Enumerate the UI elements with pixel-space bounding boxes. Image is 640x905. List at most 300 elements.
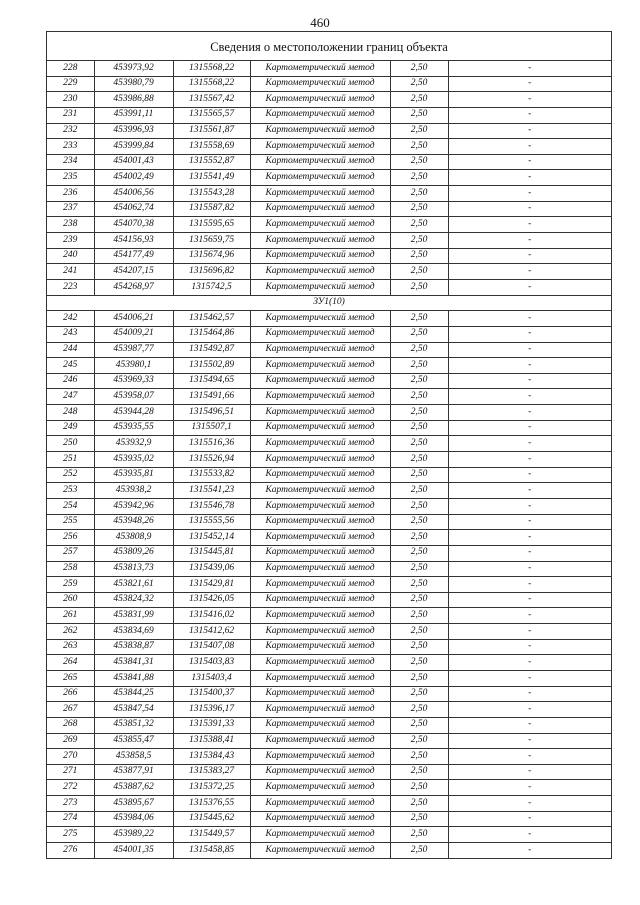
accuracy-cell: 2,50 [390,670,448,686]
point-number-cell: 254 [47,498,94,514]
x-coordinate-cell: 454268,97 [94,279,173,295]
accuracy-cell: 2,50 [390,561,448,577]
point-number-cell: 258 [47,561,94,577]
table-row [47,467,611,483]
y-coordinate-cell: 1315541,49 [173,170,250,186]
table-row [47,796,611,812]
method-cell: Картометрический метод [250,811,390,827]
x-coordinate-cell: 454207,15 [94,264,173,280]
method-cell: Картометрический метод [250,389,390,405]
table-row [47,843,611,858]
table-row [47,92,611,108]
table-row [47,123,611,139]
accuracy-cell: 2,50 [390,139,448,155]
x-coordinate-cell: 453932,9 [94,436,173,452]
method-cell: Картометрический метод [250,624,390,640]
x-coordinate-cell: 454009,21 [94,326,173,342]
point-number-cell: 257 [47,545,94,561]
x-coordinate-cell: 453999,84 [94,139,173,155]
accuracy-cell: 2,50 [390,608,448,624]
point-number-cell: 253 [47,483,94,499]
table-row [47,655,611,671]
method-cell: Картометрический метод [250,201,390,217]
y-coordinate-cell: 1315742,5 [173,279,250,295]
point-number-cell: 252 [47,467,94,483]
description-cell: - [448,717,611,733]
point-number-cell: 273 [47,796,94,812]
description-cell: - [448,452,611,468]
table-row [47,420,611,436]
y-coordinate-cell: 1315403,83 [173,655,250,671]
table-row [47,76,611,92]
table-row [47,452,611,468]
y-coordinate-cell: 1315494,65 [173,373,250,389]
section-header-row [47,295,611,311]
accuracy-cell: 2,50 [390,545,448,561]
x-coordinate-cell: 453809,26 [94,545,173,561]
description-cell: - [448,811,611,827]
y-coordinate-cell: 1315383,27 [173,764,250,780]
description-cell: - [448,248,611,264]
accuracy-cell: 2,50 [390,639,448,655]
table-row [47,373,611,389]
y-coordinate-cell: 1315372,25 [173,780,250,796]
accuracy-cell: 2,50 [390,186,448,202]
point-number-cell: 223 [47,279,94,295]
accuracy-cell: 2,50 [390,107,448,123]
method-cell: Картометрический метод [250,233,390,249]
point-number-cell: 269 [47,733,94,749]
accuracy-cell: 2,50 [390,264,448,280]
method-cell: Картометрический метод [250,342,390,358]
accuracy-cell: 2,50 [390,389,448,405]
description-cell: - [448,61,611,76]
y-coordinate-cell: 1315546,78 [173,498,250,514]
method-cell: Картометрический метод [250,530,390,546]
table-row [47,233,611,249]
coordinates-table-body [47,61,611,858]
description-cell: - [448,326,611,342]
description-cell: - [448,405,611,421]
description-cell: - [448,624,611,640]
x-coordinate-cell: 453851,32 [94,717,173,733]
accuracy-cell: 2,50 [390,498,448,514]
accuracy-cell: 2,50 [390,592,448,608]
point-number-cell: 238 [47,217,94,233]
point-number-cell: 237 [47,201,94,217]
description-cell: - [448,733,611,749]
x-coordinate-cell: 454001,43 [94,154,173,170]
y-coordinate-cell: 1315449,57 [173,827,250,843]
accuracy-cell: 2,50 [390,373,448,389]
accuracy-cell: 2,50 [390,154,448,170]
accuracy-cell: 2,50 [390,405,448,421]
point-number-cell: 265 [47,670,94,686]
description-cell: - [448,311,611,327]
point-number-cell: 235 [47,170,94,186]
x-coordinate-cell: 453944,28 [94,405,173,421]
accuracy-cell: 2,50 [390,702,448,718]
table-row [47,61,611,76]
x-coordinate-cell: 453844,25 [94,686,173,702]
table-row [47,483,611,499]
x-coordinate-cell: 454177,49 [94,248,173,264]
y-coordinate-cell: 1315439,06 [173,561,250,577]
x-coordinate-cell: 453996,93 [94,123,173,139]
table-row [47,217,611,233]
x-coordinate-cell: 453948,26 [94,514,173,530]
point-number-cell: 268 [47,717,94,733]
table-row [47,498,611,514]
y-coordinate-cell: 1315400,37 [173,686,250,702]
y-coordinate-cell: 1315464,86 [173,326,250,342]
method-cell: Картометрический метод [250,843,390,858]
y-coordinate-cell: 1315407,08 [173,639,250,655]
table-row [47,811,611,827]
y-coordinate-cell: 1315674,96 [173,248,250,264]
x-coordinate-cell: 453841,88 [94,670,173,686]
point-number-cell: 247 [47,389,94,405]
y-coordinate-cell: 1315561,87 [173,123,250,139]
description-cell: - [448,749,611,765]
point-number-cell: 232 [47,123,94,139]
description-cell: - [448,608,611,624]
table-row [47,592,611,608]
y-coordinate-cell: 1315445,81 [173,545,250,561]
description-cell: - [448,358,611,374]
point-number-cell: 228 [47,61,94,76]
table-row [47,639,611,655]
description-cell: - [528,844,532,855]
description-cell: - [448,373,611,389]
description-cell: - [448,592,611,608]
table-row [47,405,611,421]
method-cell: Картометрический метод [250,452,390,468]
point-number-cell: 229 [47,76,94,92]
accuracy-cell: 2,50 [390,764,448,780]
description-cell: - [448,217,611,233]
point-number-cell: 242 [47,311,94,327]
table-row [47,624,611,640]
table-row [47,514,611,530]
accuracy-cell: 2,50 [390,796,448,812]
table-row [47,827,611,843]
method-cell: Картометрический метод [250,279,390,295]
method-cell: Картометрический метод [250,123,390,139]
y-coordinate-cell: 1315384,43 [173,749,250,765]
accuracy-cell: 2,50 [390,811,448,827]
accuracy-cell: 2,50 [390,201,448,217]
x-coordinate-cell: 453935,02 [94,452,173,468]
point-number-cell: 274 [47,811,94,827]
x-coordinate-cell: 453808,9 [94,530,173,546]
method-cell: Картометрический метод [250,702,390,718]
point-number-cell: 266 [47,686,94,702]
x-coordinate-cell: 453986,88 [94,92,173,108]
y-coordinate-cell: 1315516,36 [173,436,250,452]
table-row [47,342,611,358]
x-coordinate-cell: 454006,21 [94,311,173,327]
accuracy-cell: 2,50 [390,780,448,796]
description-cell: - [448,483,611,499]
y-coordinate-cell: 1315412,62 [173,624,250,640]
description-cell: - [448,420,611,436]
method-cell: Картометрический метод [250,358,390,374]
description-cell: - [448,389,611,405]
y-coordinate-cell: 1315555,56 [173,514,250,530]
table-row [47,170,611,186]
table-row [47,670,611,686]
method-cell: Картометрический метод [250,749,390,765]
point-number-cell: 267 [47,702,94,718]
description-cell: - [448,342,611,358]
method-cell: Картометрический метод [250,577,390,593]
table-row [47,717,611,733]
description-cell: - [448,670,611,686]
accuracy-cell: 2,50 [390,311,448,327]
description-cell: - [448,498,611,514]
x-coordinate-cell: 453838,87 [94,639,173,655]
method-cell: Картометрический метод [250,561,390,577]
y-coordinate-cell: 1315491,66 [173,389,250,405]
accuracy-cell: 2,50 [390,326,448,342]
method-cell: Картометрический метод [250,92,390,108]
y-coordinate-cell: 1315429,81 [173,577,250,593]
x-coordinate-cell: 454006,56 [94,186,173,202]
table-row [47,107,611,123]
point-number-cell: 246 [47,373,94,389]
accuracy-cell: 2,50 [390,717,448,733]
description-cell: - [448,639,611,655]
method-cell: Картометрический метод [250,764,390,780]
x-coordinate-cell: 453895,67 [94,796,173,812]
x-coordinate-cell: 453858,5 [94,749,173,765]
x-coordinate-cell: 453991,11 [94,107,173,123]
table-row [47,561,611,577]
x-coordinate-cell: 453973,92 [94,61,173,76]
accuracy-cell: 2,50 [390,514,448,530]
accuracy-cell: 2,50 [390,467,448,483]
table-row [47,530,611,546]
method-cell: Картометрический метод [250,467,390,483]
table-row [47,311,611,327]
description-cell: - [448,655,611,671]
point-number-cell: 259 [47,577,94,593]
point-number-cell: 239 [47,233,94,249]
x-coordinate-cell: 453942,96 [94,498,173,514]
table-row [47,248,611,264]
method-cell: Картометрический метод [250,76,390,92]
accuracy-cell: 2,50 [390,358,448,374]
x-coordinate-cell: 453984,06 [94,811,173,827]
method-cell: Картометрический метод [250,311,390,327]
x-coordinate-cell: 454062,74 [94,201,173,217]
point-number-cell: 264 [47,655,94,671]
table-row [47,545,611,561]
description-cell: - [448,76,611,92]
description-cell: - [448,186,611,202]
x-coordinate-cell: 453938,2 [94,483,173,499]
table-row [47,326,611,342]
method-cell: Картометрический метод [250,420,390,436]
y-coordinate-cell: 1315696,82 [173,264,250,280]
method-cell: Картометрический метод [250,780,390,796]
accuracy-cell: 2,50 [390,733,448,749]
x-coordinate-cell: 453813,73 [94,561,173,577]
point-number-cell: 255 [47,514,94,530]
point-number-cell: 240 [47,248,94,264]
point-number-cell: 251 [47,452,94,468]
accuracy-cell: 2,50 [390,342,448,358]
y-coordinate-cell: 1315595,65 [173,217,250,233]
x-coordinate-cell: 453987,77 [94,342,173,358]
accuracy-cell: 2,50 [390,420,448,436]
accuracy-cell: 2,50 [390,483,448,499]
y-coordinate-cell: 1315391,33 [173,717,250,733]
table-row [47,749,611,765]
description-cell: - [448,279,611,295]
y-coordinate-cell: 1315659,75 [173,233,250,249]
table-row [47,279,611,295]
method-cell: Картометрический метод [250,639,390,655]
accuracy-cell: 2,50 [390,655,448,671]
method-cell: Картометрический метод [250,61,390,76]
point-number-cell: 243 [47,326,94,342]
description-cell: - [448,561,611,577]
table-row [47,577,611,593]
method-cell: Картометрический метод [250,139,390,155]
table-row [47,780,611,796]
method-cell: Картометрический метод [250,483,390,499]
y-coordinate-cell: 1315543,28 [173,186,250,202]
x-coordinate-cell: 453958,07 [94,389,173,405]
y-coordinate-cell: 1315492,87 [173,342,250,358]
y-coordinate-cell: 1315541,23 [173,483,250,499]
description-cell: - [448,123,611,139]
y-coordinate-cell: 1315552,87 [173,154,250,170]
table-row [47,702,611,718]
table-row [47,389,611,405]
method-cell: Картометрический метод [250,248,390,264]
table-row [47,764,611,780]
method-cell: Картометрический метод [250,107,390,123]
y-coordinate-cell: 1315452,14 [173,530,250,546]
description-cell: - [448,154,611,170]
method-cell: Картометрический метод [250,170,390,186]
table-row [47,608,611,624]
y-coordinate-cell: 1315565,57 [173,107,250,123]
accuracy-cell: 2,50 [390,686,448,702]
x-coordinate-cell: 453831,99 [94,608,173,624]
x-coordinate-cell: 454070,38 [94,217,173,233]
description-cell: - [448,702,611,718]
y-coordinate-cell: 1315416,02 [173,608,250,624]
accuracy-cell: 2,50 [390,749,448,765]
description-cell: - [448,107,611,123]
method-cell: Картометрический метод [250,326,390,342]
accuracy-cell: 2,50 [390,452,448,468]
point-number-cell: 250 [47,436,94,452]
description-cell: - [448,233,611,249]
point-number-cell: 260 [47,592,94,608]
description-cell: - [448,686,611,702]
method-cell: Картометрический метод [250,733,390,749]
accuracy-cell: 2,50 [390,436,448,452]
method-cell: Картометрический метод [250,717,390,733]
description-cell: - [448,827,611,843]
y-coordinate-cell: 1315403,4 [173,670,250,686]
table-row [47,264,611,280]
point-number-cell: 249 [47,420,94,436]
point-number-cell: 241 [47,264,94,280]
y-coordinate-cell: 1315458,85 [173,843,250,858]
x-coordinate-cell: 453877,91 [94,764,173,780]
x-coordinate-cell: 453847,54 [94,702,173,718]
x-coordinate-cell: 453821,61 [94,577,173,593]
point-number-cell: 271 [47,764,94,780]
accuracy-cell: 2,50 [390,530,448,546]
point-number-cell: 263 [47,639,94,655]
x-coordinate-cell: 454156,93 [94,233,173,249]
method-cell: Картометрический метод [250,186,390,202]
accuracy-cell: 2,50 [390,827,448,843]
x-coordinate-cell: 453935,55 [94,420,173,436]
accuracy-cell: 2,50 [390,279,448,295]
method-cell: Картометрический метод [250,154,390,170]
point-number-cell: 262 [47,624,94,640]
description-cell: - [448,764,611,780]
method-cell: Картометрический метод [250,655,390,671]
y-coordinate-cell: 1315587,82 [173,201,250,217]
method-cell: Картометрический метод [250,264,390,280]
y-coordinate-cell: 1315568,22 [173,76,250,92]
description-cell: - [448,139,611,155]
y-coordinate-cell: 1315426,05 [173,592,250,608]
x-coordinate-cell: 453855,47 [94,733,173,749]
y-coordinate-cell: 1315533,82 [173,467,250,483]
description-cell: - [448,796,611,812]
coordinates-table [47,61,611,858]
description-cell: - [448,264,611,280]
x-coordinate-cell: 453824,32 [94,592,173,608]
accuracy-cell: 2,50 [390,843,448,858]
accuracy-cell: 2,50 [390,233,448,249]
table-row [47,186,611,202]
description-cell: - [448,780,611,796]
method-cell: Картометрический метод [250,686,390,702]
accuracy-cell: 2,50 [390,248,448,264]
point-number-cell: 275 [47,827,94,843]
table-row [47,201,611,217]
method-cell: Картометрический метод [250,436,390,452]
table-row [47,139,611,155]
accuracy-cell: 2,50 [390,624,448,640]
method-cell: Картометрический метод [250,670,390,686]
section-title: ЗУ1(10) [47,295,611,311]
point-number-cell: 236 [47,186,94,202]
y-coordinate-cell: 1315502,89 [173,358,250,374]
table-title: Сведения о местоположении границ объекта [47,32,611,61]
point-number-cell: 231 [47,107,94,123]
description-cell: - [448,436,611,452]
point-number-cell: 234 [47,154,94,170]
method-cell: Картометрический метод [250,796,390,812]
y-coordinate-cell: 1315496,51 [173,405,250,421]
point-number-cell: 244 [47,342,94,358]
y-coordinate-cell: 1315388,41 [173,733,250,749]
y-coordinate-cell: 1315568,22 [173,61,250,76]
point-number-cell: 270 [47,749,94,765]
